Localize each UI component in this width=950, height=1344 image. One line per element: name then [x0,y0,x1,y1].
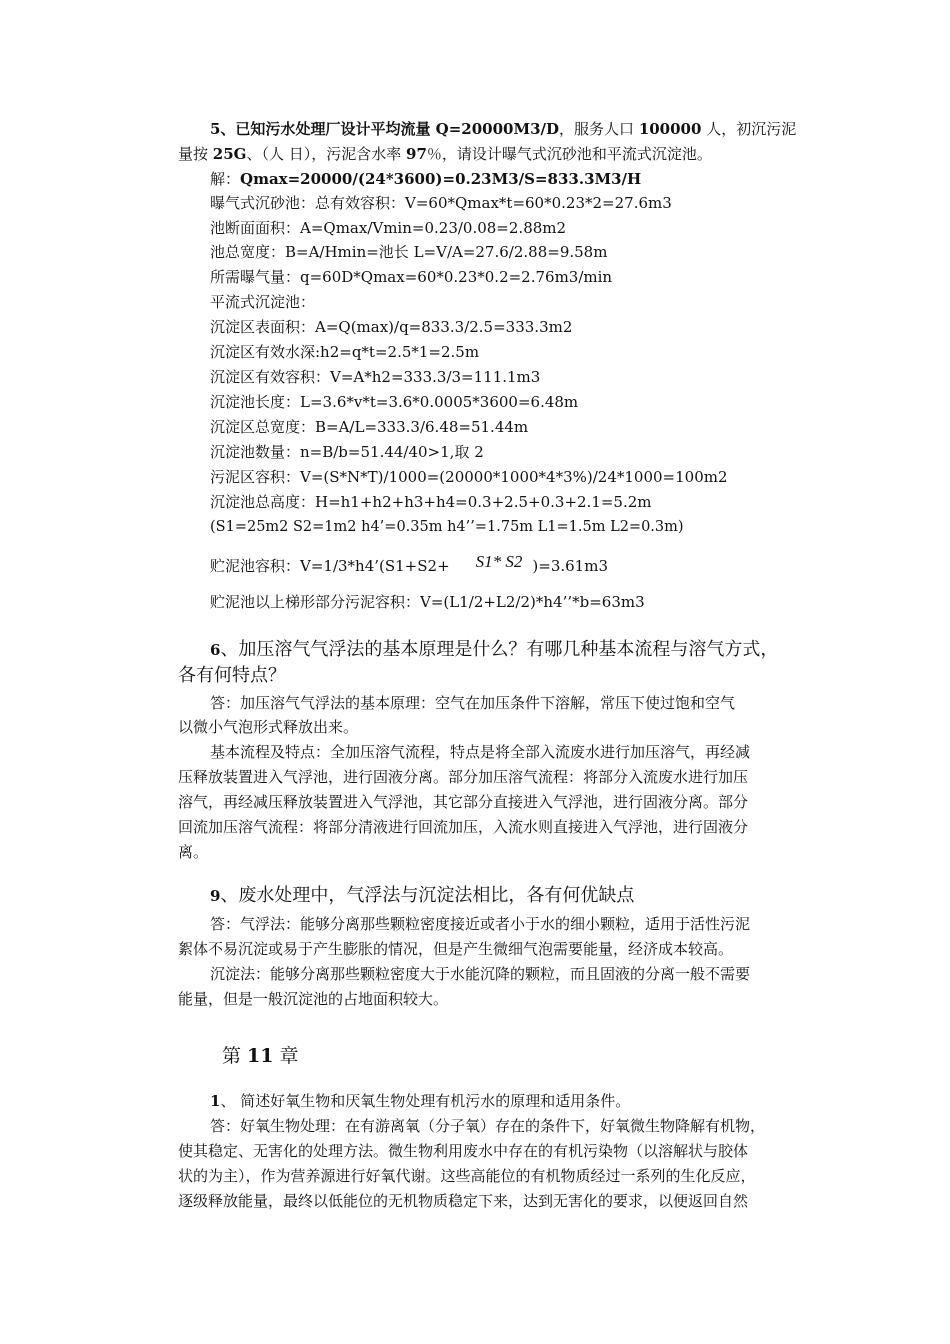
q6-answer-line: 压释放装置进入气浮池，进行固液分离。部分加压溶气流程：将部分入流废水进行加压 [178,768,749,786]
parameters-line: (S1=25m2 S2=1m2 h4’=0.35m h4’’=1.75m L1=1.5m L2=0.3m) [210,519,684,535]
q6-answer-line: 答：加压溶气气浮法的基本原理：空气在加压条件下溶解，常压下使过饱和空气 [210,694,736,712]
q5-line-2 [178,143,712,165]
q5-text: ％，请设计曝气式沉砂池和平流式沉淀池。 [426,145,712,163]
c11-q1-number: 1 [210,1092,221,1110]
solution-label: 解： [210,170,241,188]
q9-answer-line: 能量，但是一般沉淀池的占地面积较大。 [178,990,449,1008]
q6-answer-line: 基本流程及特点：全加压溶气流程，特点是将全部入流废水进行加压溶气，再经减 [210,743,751,761]
q5-flow: Q=20000M3/D [435,120,560,138]
calc-line: 池总宽度：B=A/Hmin=池长 L=V/A=27.6/2.88=9.58m [210,243,608,261]
calc-line: 沉淀区表面积：A=Q(max)/q=833.3/2.5=333.3m2 [210,318,573,336]
c11-q1-title [210,1090,630,1112]
sqrt-expression: S1* S2 [475,552,523,571]
q5-text: 量按 [178,145,213,163]
q5-text: 、（人 日），污泥含水率 [246,145,407,163]
q5-number: 5、已知污水处理厂设计平均流量 [210,120,436,138]
solution-qmax: Qmax=20000/(24*3600)=0.23M3/S=833.3M3/H [240,170,642,188]
q6-title-text: 、加压溶气气浮法的基本原理是什么？有哪几种基本流程与溶气方式， [220,639,779,660]
trapezoid-volume-line: 贮泥池以上梯形部分污泥容积：V=(L1/2+L2/2)*h4’’*b=63m3 [210,593,645,611]
c11-q1-title-text: 、 简述好氧生物和厌氧生物处理有机污水的原理和适用条件。 [220,1092,631,1110]
q5-sludge-rate: 25G [212,145,247,163]
storage-text: 贮泥池容积：V=1/3*h4’(S1+S2+ [210,557,450,575]
q5-solution [210,168,641,190]
q6-answer-line: 溶气，再经减压释放装置进入气浮池，其它部分直接进入气浮池，进行固液分离。部分 [178,793,749,811]
q5-line-1 [210,118,796,140]
calc-line: 曝气式沉砂池：总有效容积：V=60*Qmax*t=60*0.23*2=27.6m3 [210,194,672,212]
c11-q1-answer-line: 答：好氧生物处理：在有游离氧（分子氧）存在的条件下，好氧微生物降解有机物， [210,1117,766,1135]
calc-line: 所需曝气量：q=60D*Qmax=60*0.23*0.2=2.76m3/min [210,268,613,286]
calc-line: 沉淀区有效水深:h2=q*t=2.5*1=2.5m [210,343,480,361]
q6-title [210,637,778,663]
q9-answer-line: 絮体不易沉淀或易于产生膨胀的情况，但是产生微细气泡需要能量，经济成本较高。 [178,940,734,958]
q6-answer-line: 离。 [178,843,209,861]
calc-line: 平流式沉淀池： [210,293,316,311]
q9-title [210,883,634,909]
calc-line: 沉淀池长度：L=3.6*v*t=3.6*0.0005*3600=6.48m [210,393,579,411]
q6-answer-line: 回流加压溶气流程：将部分清液进行回流加压，入流水则直接进入气浮池，进行固液分 [178,818,749,836]
c11-q1-answer-line: 逐级释放能量，最终以低能位的无机物质稳定下来，达到无害化的要求，以便返回自然 [178,1192,749,1210]
chapter-text: 第 [222,1045,248,1067]
calc-line: 沉淀区总宽度：B=A/L=333.3/6.48=51.44m [210,418,529,436]
q5-text: 人，初沉污泥 [701,120,797,138]
storage-volume-line [210,552,608,577]
c11-q1-answer-line: 使其稳定、无害化的处理方法。微生物利用废水中存在的有机污染物（以溶解状与胶体 [178,1142,749,1160]
q5-text: ，服务人口 [559,120,639,138]
q6-title-cont: 各有何特点？ [178,665,286,686]
chapter-number: 11 [247,1045,274,1067]
storage-text: )=3.61m3 [532,557,608,575]
q5-moisture: 97 [406,145,427,163]
calc-line: 沉淀池数量：n=B/b=51.44/40>1,取 2 [210,443,484,461]
calc-line: 污泥区容积：V=(S*N*T)/1000=(20000*1000*4*3%)/24*1000=100m2 [210,468,728,486]
chapter-heading [222,1043,299,1069]
q6-number: 6 [210,641,221,659]
q5-population: 100000 [638,120,702,138]
calc-line: 沉淀池总高度：H=h1+h2+h3+h4=0.3+2.5+0.3+2.1=5.2m [210,493,652,511]
q9-title-text: 、废水处理中，气浮法与沉淀法相比，各有何优缺点 [220,885,635,906]
q9-number: 9 [210,887,221,905]
c11-q1-answer-line: 状的为主），作为营养源进行好氧代谢。这些高能位的有机物质经过一系列的生化反应， [178,1167,756,1185]
chapter-text: 章 [273,1045,299,1067]
calc-line: 沉淀区有效容积：V=A*h2=333.3/3=111.1m3 [210,368,541,386]
q9-answer-line: 沉淀法：能够分离那些颗粒密度大于水能沉降的颗粒，而且固液的分离一般不需要 [210,965,751,983]
calc-line: 池断面面积：A=Qmax/Vmin=0.23/0.08=2.88m2 [210,219,567,237]
q6-answer-line: 以微小气泡形式释放出来。 [178,718,359,736]
q9-answer-line: 答：气浮法：能够分离那些颗粒密度接近或者小于水的细小颗粒，适用于活性污泥 [210,915,751,933]
